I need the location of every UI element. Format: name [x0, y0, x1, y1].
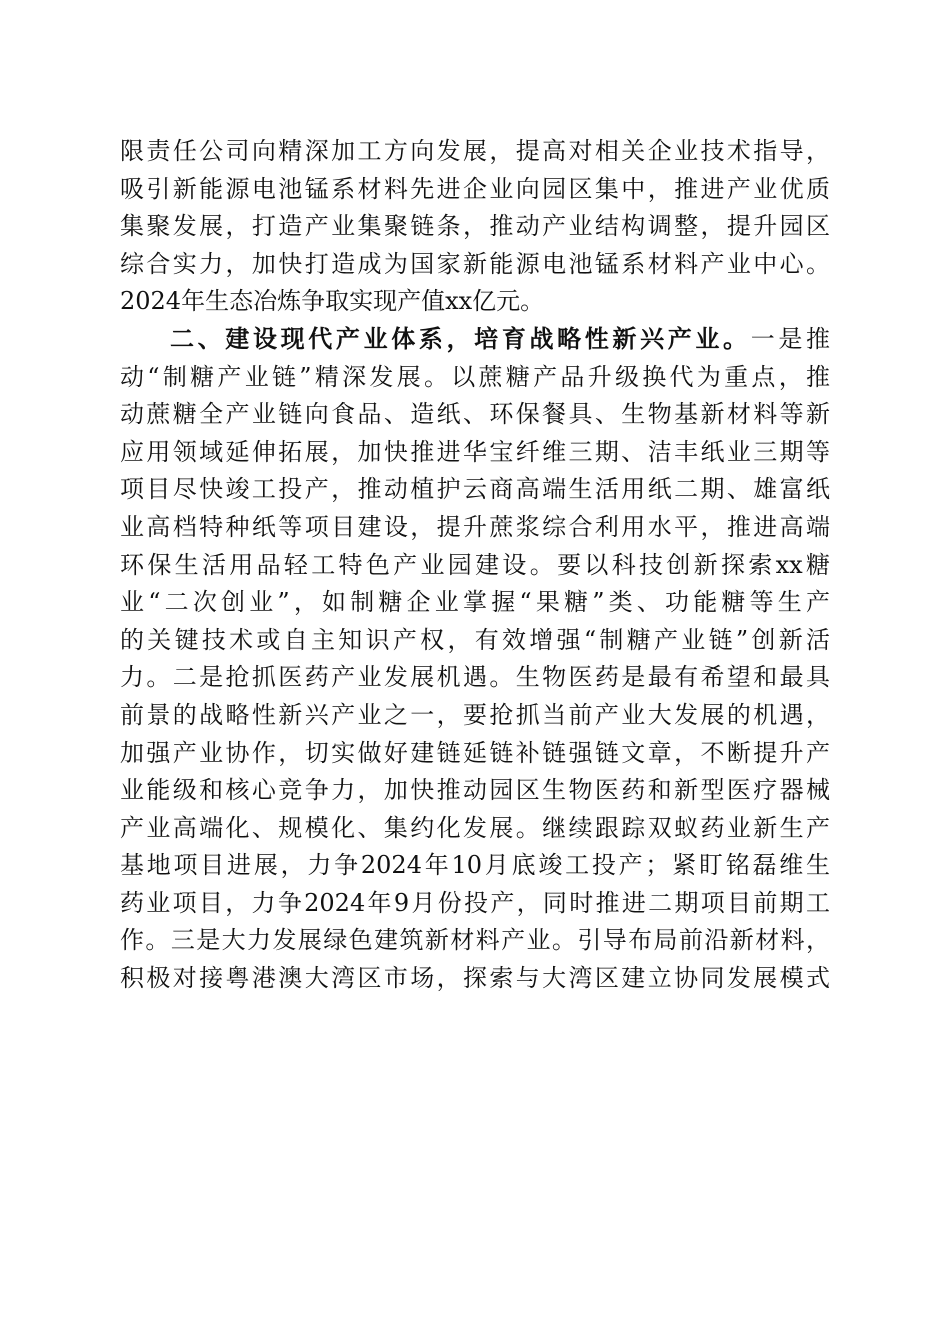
paragraph-line: 业高档特种纸等项目建设，提升蔗浆综合利用水平，推进高端 — [120, 512, 830, 541]
paragraph-line: 限责任公司向精深加工方向发展，提高对相关企业技术指导， — [120, 137, 830, 165]
paragraph-line: 产业高端化、规模化、集约化发展。继续跟踪双蚁药业新生产 — [120, 813, 830, 842]
paragraph-line: 项目尽快竣工投产，推动植护云商高端生活用纸二期、雄富纸 — [120, 475, 830, 504]
section-heading: 二、建设现代产业体系，培育战略性新兴产业。 — [170, 324, 751, 353]
paragraph-line: 集聚发展，打造产业集聚链条，推动产业结构调整，提升园区 — [120, 212, 830, 241]
paragraph-line: 基地项目进展，力争2024年10月底竣工投产；紧盯铭磊维生 — [120, 851, 830, 880]
document-body — [120, 133, 830, 998]
section-heading-line — [120, 321, 830, 359]
paragraph-line: 前景的战略性新兴产业之一，要抢抓当前产业大发展的机遇， — [120, 700, 830, 729]
paragraph-line: 2024年生态冶炼争取实现产值xx亿元。 — [120, 287, 545, 316]
paragraph-line: 环保生活用品轻工特色产业园建设。要以科技创新探索xx糖 — [120, 550, 830, 579]
paragraph-line: 业能级和核心竞争力，加快推动园区生物医药和新型医疗器械 — [120, 776, 830, 805]
paragraph-line: 药业项目，力争2024年9月份投产，同时推进二期项目前期工 — [120, 888, 830, 917]
paragraph-line: 加强产业协作，切实做好建链延链补链强链文章，不断提升产 — [120, 738, 830, 767]
paragraph-line: 力。二是抢抓医药产业发展机遇。生物医药是最有希望和最具 — [120, 663, 830, 692]
paragraph-line: 积极对接粤港澳大湾区市场，探索与大湾区建立协同发展模式 — [120, 964, 830, 993]
section-heading-rest: 一是推 — [750, 324, 831, 353]
paragraph-line: 应用领域延伸拓展，加快推进华宝纤维三期、洁丰纸业三期等 — [120, 437, 830, 466]
paragraph-line: 业“二次创业”，如制糖企业掌握“果糖”类、功能糖等生产 — [120, 588, 830, 617]
paragraph-line: 动蔗糖全产业链向食品、造纸、环保餐具、生物基新材料等新 — [120, 400, 830, 429]
paragraph-line: 的关键技术或自主知识产权，有效增强“制糖产业链”创新活 — [120, 625, 830, 654]
paragraph-line: 动“制糖产业链”精深发展。以蔗糖产品升级换代为重点，推 — [120, 362, 830, 391]
paragraph-line: 吸引新能源电池锰系材料先进企业向园区集中，推进产业优质 — [120, 174, 830, 203]
paragraph-line: 综合实力，加快打造成为国家新能源电池锰系材料产业中心。 — [120, 249, 830, 278]
paragraph-line: 作。三是大力发展绿色建筑新材料产业。引导布局前沿新材料， — [120, 926, 830, 955]
